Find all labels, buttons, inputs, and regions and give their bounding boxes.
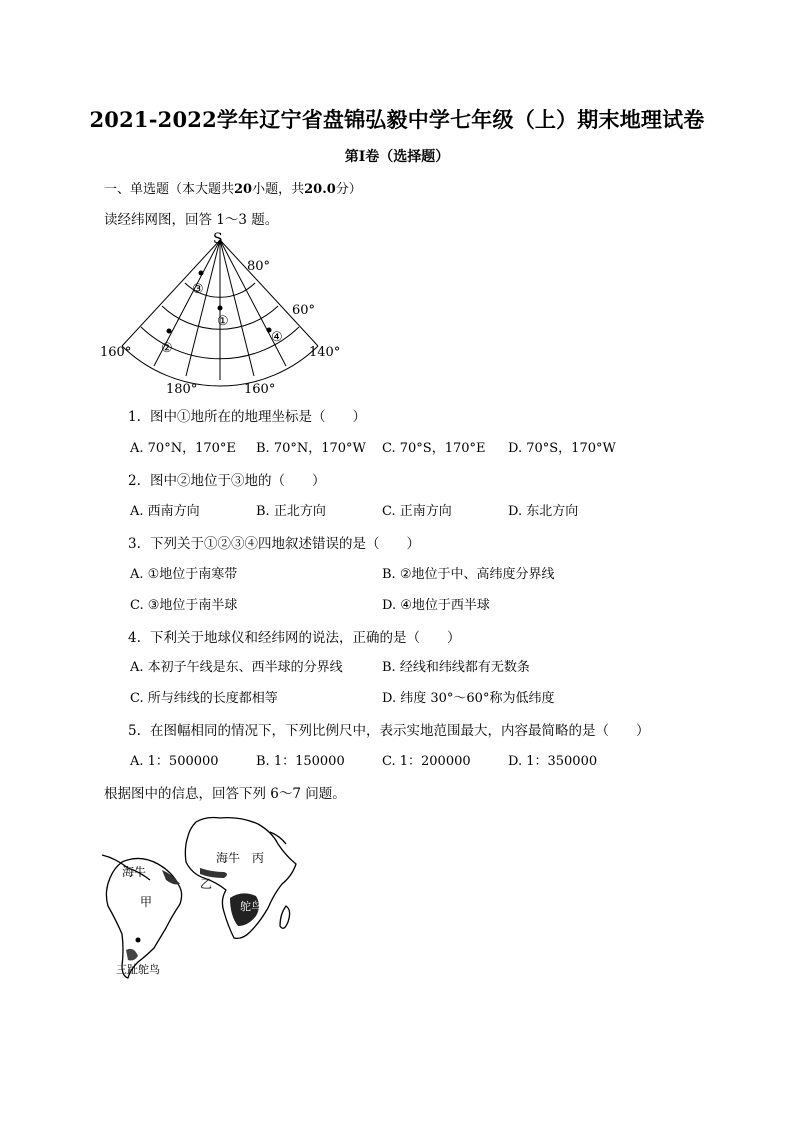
question-4-stem: 下利关于地球仪和经纬网的说法，正确的是（ ）	[150, 630, 461, 646]
q3-option-c: C. ③地位于南半球	[130, 598, 238, 613]
q4-option-b: B. 经线和纬线都有无数条	[382, 660, 530, 675]
q1-option-d: D. 70°S，170°W	[508, 441, 616, 456]
question-1-number: 1.	[128, 409, 141, 425]
q2-option-d: D. 东北方向	[508, 504, 579, 519]
label-bing: 丙	[252, 851, 265, 865]
point-2-dot	[167, 329, 172, 334]
section-mid: 小题，共	[252, 182, 305, 197]
q4-option-d: D. 纬度 30°～60°称为低纬度	[382, 691, 555, 706]
question-5-stem: 在图幅相同的情况下，下列比例尺中，表示实地范围最大，内容最简略的是（ ）	[150, 723, 650, 739]
point-2-label: ②	[161, 341, 173, 356]
q1-option-a: A. 70°N，170°E	[130, 441, 236, 456]
question-4-number: 4.	[128, 630, 141, 646]
q1-option-c: C. 70°S，170°E	[382, 441, 486, 456]
question-2-number: 2.	[128, 473, 141, 489]
question-4	[128, 626, 461, 646]
q4-option-c: C. 所与纬线的长度都相等	[130, 691, 278, 706]
lon-bottom-160-label: 160°	[244, 382, 276, 397]
q5-option-a: A. 1：500000	[130, 754, 219, 769]
q2-option-a: A. 西南方向	[130, 504, 200, 519]
q4-option-a: A. 本初子午线是东、西半球的分界线	[130, 660, 343, 675]
point-1-label: ①	[217, 314, 229, 329]
lat-80-label: 80°	[247, 259, 271, 274]
lat-60-label: 60°	[292, 303, 316, 318]
lon-right-label: 140°	[309, 345, 341, 360]
manatee-america-habitat	[162, 870, 180, 885]
question-5	[128, 719, 650, 739]
section-count: 20	[234, 182, 253, 197]
section-suffix: 分）	[335, 182, 362, 197]
q3-option-a: A. ①地位于南寒带	[130, 567, 238, 582]
intro-text-1: 读经纬网图，回答 1～3 题。	[104, 212, 279, 228]
point-4-label: ④	[271, 330, 283, 345]
q5-option-d: D. 1：350000	[508, 754, 598, 769]
label-rhea: 三趾鸵鸟	[116, 963, 160, 976]
rhea-habitat	[126, 949, 138, 961]
lon-left-label: 160°	[100, 345, 132, 360]
volume-title: 第Ⅰ卷（选择题）	[344, 149, 450, 165]
page-title: 2021-2022学年辽宁省盘锦弘毅中学七年级（上）期末地理试卷	[89, 107, 705, 132]
q3-option-b: B. ②地位于中、高纬度分界线	[382, 567, 555, 582]
meridian-3	[186, 240, 220, 376]
question-3-stem: 下列关于①②③④四地叙述错误的是（ ）	[150, 536, 420, 552]
q5-option-c: C. 1：200000	[382, 754, 471, 769]
section-prefix: 一、单选题（本大题共	[104, 182, 235, 197]
section-heading	[104, 178, 362, 197]
point-1-dot	[218, 306, 223, 311]
rhea-dot	[136, 938, 141, 943]
point-3-label: ③	[192, 282, 204, 297]
continents-map-figure	[100, 810, 310, 985]
q1-option-b: B. 70°N，170°W	[256, 441, 366, 456]
pole-label: S	[213, 231, 223, 247]
q3-option-d: D. ④地位于西半球	[382, 598, 490, 613]
question-3-number: 3.	[128, 536, 141, 552]
section-score: 20.0	[304, 182, 336, 197]
lon-bottom-180-label: 180°	[166, 382, 198, 397]
question-2	[128, 469, 326, 489]
label-jia: 甲	[140, 895, 153, 909]
question-2-stem: 图中②地位于③地的（ ）	[150, 473, 326, 489]
intro-text-2: 根据图中的信息，回答下列 6～7 问题。	[104, 786, 346, 802]
q2-option-c: C. 正南方向	[382, 504, 452, 519]
question-5-number: 5.	[128, 723, 141, 739]
madagascar-outline	[280, 906, 290, 928]
label-manatee-left: 海牛	[122, 865, 147, 879]
question-1	[128, 405, 366, 425]
label-manatee-right: 海牛	[216, 851, 241, 865]
label-ostrich: 鸵鸟	[240, 900, 262, 913]
red-sea-coast	[270, 832, 286, 844]
label-yi: 乙	[200, 877, 213, 891]
point-3-dot	[199, 271, 204, 276]
question-3	[128, 532, 420, 552]
q2-option-b: B. 正北方向	[256, 504, 326, 519]
graticule-figure	[96, 228, 356, 400]
q5-option-b: B. 1：150000	[256, 754, 345, 769]
question-1-stem: 图中①地所在的地理坐标是（ ）	[150, 409, 366, 425]
